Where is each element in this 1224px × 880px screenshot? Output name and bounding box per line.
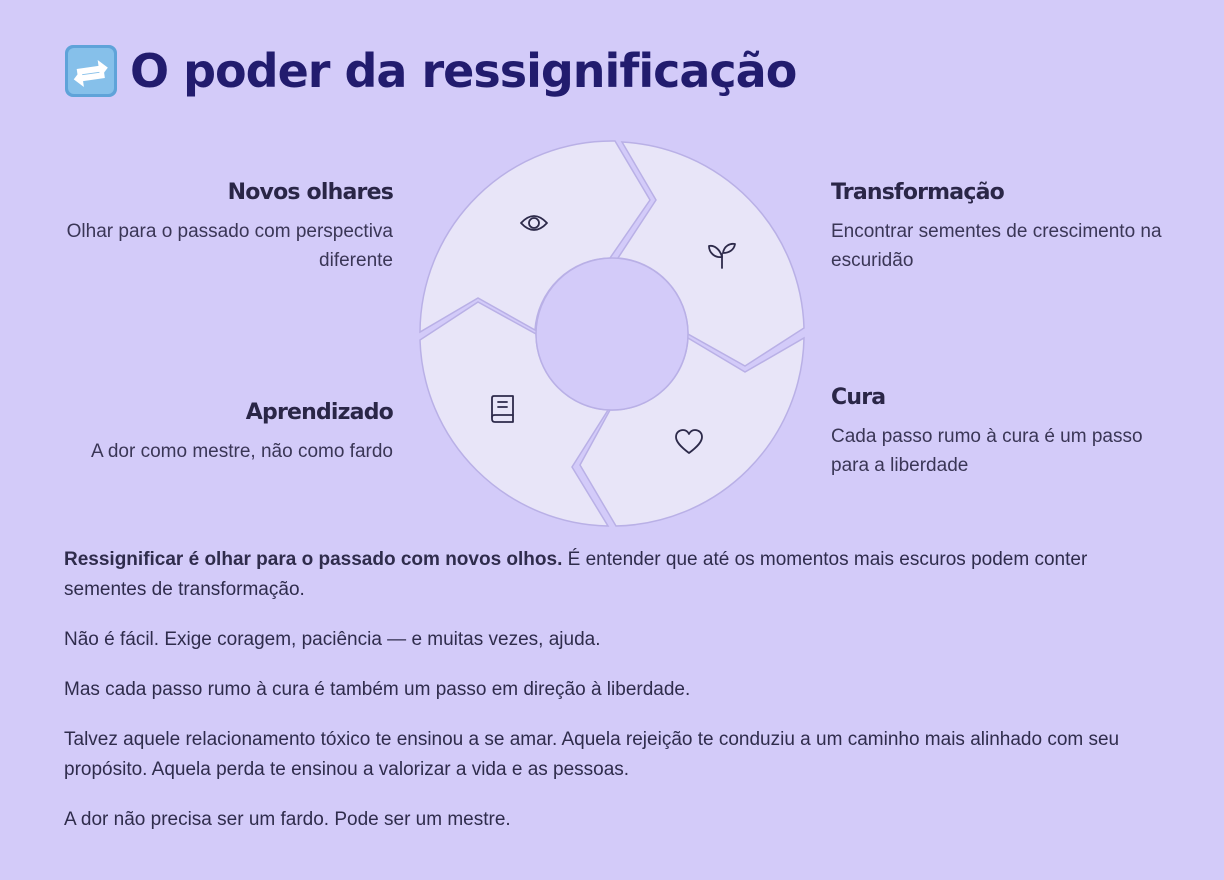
step-novos-olhares [64, 180, 393, 275]
paragraph-3: Mas cada passo rumo à cura é também um passo em direção à liberdade. [64, 679, 691, 700]
paragraph-5: A dor não precisa ser um fardo. Pode ser um mestre. [64, 809, 511, 830]
step-description: Olhar para o passado com perspectiva diferente [66, 221, 393, 271]
step-title: Transformação [831, 180, 1004, 205]
step-description: A dor como mestre, não como fardo [90, 441, 393, 462]
step-title: Aprendizado [245, 400, 393, 425]
paragraph-1-lead: Ressignificar é olhar para o passado com novos olhos. [64, 549, 563, 570]
body-text [64, 545, 1154, 855]
page-title [64, 44, 796, 98]
step-aprendizado [64, 400, 393, 466]
step-description: Cada passo rumo à cura é um passo para a liberdade [831, 426, 1143, 476]
step-cura [831, 385, 1166, 480]
step-transformacao [831, 180, 1166, 275]
wheel-center [536, 258, 688, 410]
title-text: O poder da ressignificação [130, 44, 797, 98]
paragraph-1 [64, 545, 1154, 605]
cycle-wheel [412, 134, 812, 534]
counterclockwise-arrows-icon [64, 44, 118, 98]
paragraph-1-rest: É entender que até os momentos mais escuros podem conter sementes de transformação. [64, 549, 1088, 600]
paragraph-2: Não é fácil. Exige coragem, paciência — e muitas vezes, ajuda. [64, 629, 601, 650]
step-description: Encontrar sementes de crescimento na escuridão [831, 221, 1162, 271]
step-title: Novos olhares [227, 180, 393, 205]
paragraph-4: Talvez aquele relacionamento tóxico te ensinou a se amar. Aquela rejeição te conduziu a um caminho mais alinhado com seu propósito. Aquela perda te ensinou a valorizar a vida e as pessoas. [64, 729, 1120, 780]
step-title: Cura [831, 385, 886, 410]
